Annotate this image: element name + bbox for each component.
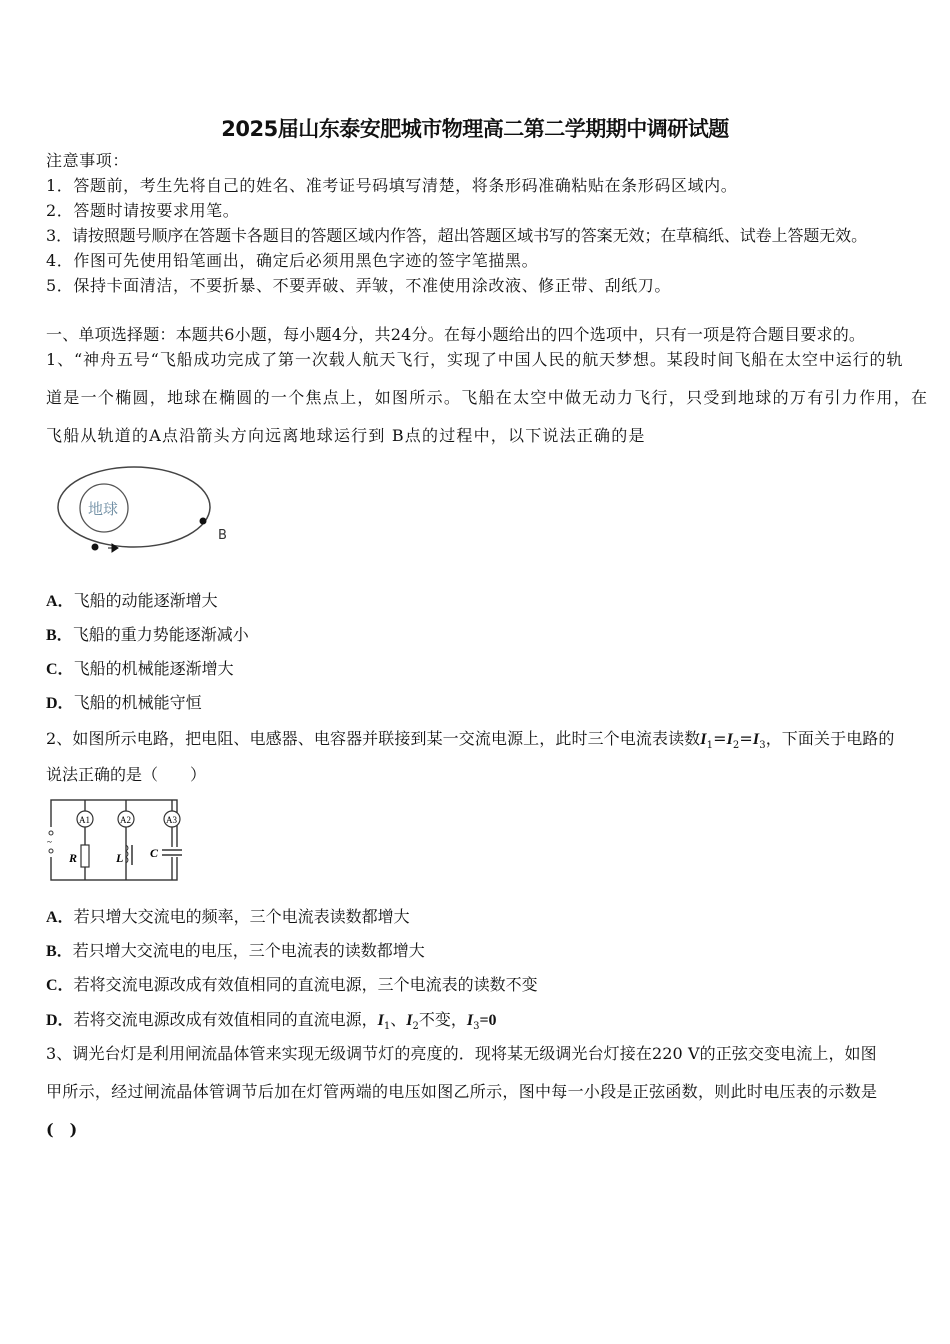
section-heading: 一、单项选择题：本题共6小题，每小题4分，共24分。在每小题给出的四个选项中，只有一项是符合题目要求的。 [46,325,866,344]
q2-option-a[interactable]: A．若只增大交流电的频率，三个电流表读数都增大 [46,907,410,926]
q1-text: 飞船从轨道的A点沿箭头方向远离地球运行到 B点的过程中，以下说法正确的是 [46,426,646,445]
q2-option-d[interactable]: D．若将交流电源改成有效值相同的直流电源，$I_1$、$I_2$不变，$I_3=0$ [46,1010,497,1033]
svg-text:L: L [116,851,124,865]
svg-text:A1: A1 [79,815,90,825]
notice-heading: 注意事项： [46,151,130,170]
q1-text: 1、“神舟五号“飞船成功完成了第一次载人航天飞行，实现了中国人民的航天梦想。某段时间飞船在太空中运行的轨 [46,350,904,369]
q2-option-c[interactable]: C．若将交流电源改成有效值相同的直流电源，三个电流表的读数不变 [46,975,538,994]
q1-option-b[interactable]: B．飞船的重力势能逐渐减小 [46,625,249,644]
q2-text: 说法正确的是（ ） [46,765,207,784]
q1-option-c[interactable]: C．飞船的机械能逐渐增大 [46,659,234,678]
earth-label: 地球 [88,500,119,518]
svg-text:R: R [69,851,78,865]
q3-text: 3、调光台灯是利用闸流晶体管来实现无级调节灯的亮度的．现将某无级调光台灯接在220 V的正弦交变电流上，如图 [46,1044,877,1063]
q3-text: ( ) [46,1120,78,1139]
circuit-figure [44,795,189,887]
svg-text:A3: A3 [166,815,177,825]
svg-text:C: C [150,846,159,860]
notice-item: 1．答题前，考生先将自己的姓名、准考证号码填写清楚，将条形码准确粘贴在条形码区域内。 [46,176,738,195]
q1-option-d[interactable]: D．飞船的机械能守恒 [46,693,202,712]
notice-item: 2．答题时请按要求用笔。 [46,201,240,220]
point-b-label: B [218,528,227,543]
q2-text: 2、如图所示电路，把电阻、电感器、电容器并联接到某一交流电源上，此时三个电流表读数$I_1=I_2=I_3$，下面关于电路的 [46,729,895,752]
q1-text: 道是一个椭圆，地球在椭圆的一个焦点上，如图所示。飞船在太空中做无动力飞行，只受到地球的万有引力作用，在 [46,388,929,407]
svg-text:A2: A2 [120,815,131,825]
notice-item: 3．请按照题号顺序在答题卡各题目的答题区域内作答，超出答题区域书写的答案无效；在草稿纸、试卷上答题无效。 [46,226,867,245]
q1-option-a[interactable]: A．飞船的动能逐渐增大 [46,591,218,610]
notice-item: 5．保持卡面清洁，不要折暴、不要弄破、弄皱，不准使用涂改液、修正带、刮纸刀。 [46,276,671,295]
q2-option-b[interactable]: B．若只增大交流电的电压，三个电流表的读数都增大 [46,941,425,960]
orbit-figure [52,462,242,554]
notice-item: 4．作图可先使用铅笔画出，确定后必须用黑色字迹的签字笔描黑。 [46,251,539,270]
svg-text:~: ~ [47,837,52,847]
q3-text: 甲所示，经过闸流晶体管调节后加在灯管两端的电压如图乙所示，图中每一小段是正弦函数，则此时电压表的示数是 [46,1082,878,1101]
page-title: 2025届山东泰安肥城市物理高二第二学期期中调研试题 [221,117,729,141]
